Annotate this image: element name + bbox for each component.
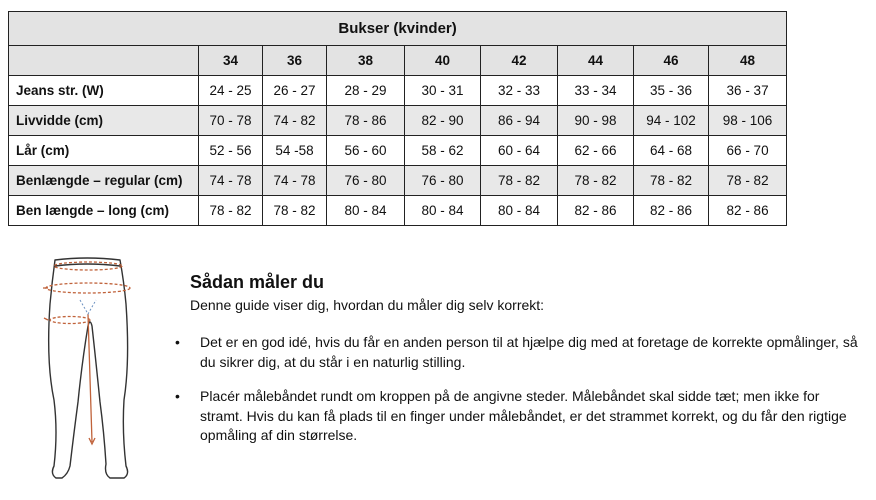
- header-blank-cell: [9, 46, 199, 76]
- size-header: 36: [263, 46, 327, 76]
- table-cell: 70 - 78: [199, 106, 263, 136]
- table-cell: 90 - 98: [558, 106, 634, 136]
- table-cell: 52 - 56: [199, 136, 263, 166]
- table-row: [9, 166, 787, 196]
- table-cell: 86 - 94: [481, 106, 558, 136]
- table-cell: 80 - 84: [481, 196, 558, 226]
- bullet-icon: •: [175, 388, 180, 404]
- table-cell: 76 - 80: [405, 166, 481, 196]
- size-header: 48: [709, 46, 787, 76]
- table-row: [9, 106, 787, 136]
- list-item: [175, 333, 860, 372]
- table-cell: 30 - 31: [405, 76, 481, 106]
- row-label: Livvidde (cm): [9, 106, 199, 136]
- table-cell: 74 - 82: [263, 106, 327, 136]
- table-cell: 54 -58: [263, 136, 327, 166]
- guide-heading: Sådan måler du: [190, 272, 325, 292]
- legs-measurement-icon: [40, 252, 140, 484]
- table-cell: 24 - 25: [199, 76, 263, 106]
- table-cell: 80 - 84: [405, 196, 481, 226]
- size-header: 38: [327, 46, 405, 76]
- table-cell: 78 - 86: [327, 106, 405, 136]
- bullet-text: Det er en god idé, hvis du får en anden person til at hjælpe dig med at foretage de korrekte opmålinger, så du sikrer dig, at du står i en naturlig stilling.: [200, 334, 858, 370]
- table-cell: 82 - 90: [405, 106, 481, 136]
- bullet-text: Placér målebåndet rundt om kroppen på de angivne steder. Målebåndet skal sidde tæt; men ikke for stramt. Hvis du kan få plads til en finger under målebåndet, er det strammet korrekt, og du får den rigtige opmåling af din størrelse.: [200, 388, 847, 443]
- size-header: 44: [558, 46, 634, 76]
- table-row: [9, 76, 787, 106]
- table-cell: 78 - 82: [709, 166, 787, 196]
- size-header: 40: [405, 46, 481, 76]
- table-cell: 60 - 64: [481, 136, 558, 166]
- table-row: [9, 196, 787, 226]
- table-cell: 28 - 29: [327, 76, 405, 106]
- size-header: 46: [634, 46, 709, 76]
- row-label: Jeans str. (W): [9, 76, 199, 106]
- table-cell: 33 - 34: [558, 76, 634, 106]
- measuring-guide: [175, 271, 860, 443]
- table-cell: 62 - 66: [558, 136, 634, 166]
- table-cell: 82 - 86: [558, 196, 634, 226]
- guide-intro: Denne guide viser dig, hvordan du måler dig selv korrekt:: [190, 297, 545, 313]
- table-cell: 82 - 86: [634, 196, 709, 226]
- table-cell: 26 - 27: [263, 76, 327, 106]
- row-label: Benlængde – regular (cm): [9, 166, 199, 196]
- size-header: 42: [481, 46, 558, 76]
- table-cell: 94 - 102: [634, 106, 709, 136]
- table-cell: 36 - 37: [709, 76, 787, 106]
- table-cell: 64 - 68: [634, 136, 709, 166]
- table-cell: 58 - 62: [405, 136, 481, 166]
- table-row: [9, 136, 787, 166]
- table-cell: 82 - 86: [709, 196, 787, 226]
- table-cell: 78 - 82: [263, 196, 327, 226]
- table-cell: 76 - 80: [327, 166, 405, 196]
- table-cell: 35 - 36: [634, 76, 709, 106]
- table-cell: 78 - 82: [199, 196, 263, 226]
- table-cell: 78 - 82: [634, 166, 709, 196]
- size-header: 34: [199, 46, 263, 76]
- table-cell: 80 - 84: [327, 196, 405, 226]
- table-cell: 78 - 82: [481, 166, 558, 196]
- table-title: Bukser (kvinder): [9, 12, 787, 46]
- row-label: Lår (cm): [9, 136, 199, 166]
- table-cell: 32 - 33: [481, 76, 558, 106]
- table-cell: 56 - 60: [327, 136, 405, 166]
- table-cell: 66 - 70: [709, 136, 787, 166]
- size-chart-table: [8, 11, 787, 226]
- list-item: [175, 387, 860, 446]
- table-cell: 78 - 82: [558, 166, 634, 196]
- table-cell: 74 - 78: [199, 166, 263, 196]
- row-label: Ben længde – long (cm): [9, 196, 199, 226]
- table-cell: 74 - 78: [263, 166, 327, 196]
- bullet-icon: •: [175, 334, 180, 350]
- size-header-row: [9, 46, 787, 76]
- table-cell: 98 - 106: [709, 106, 787, 136]
